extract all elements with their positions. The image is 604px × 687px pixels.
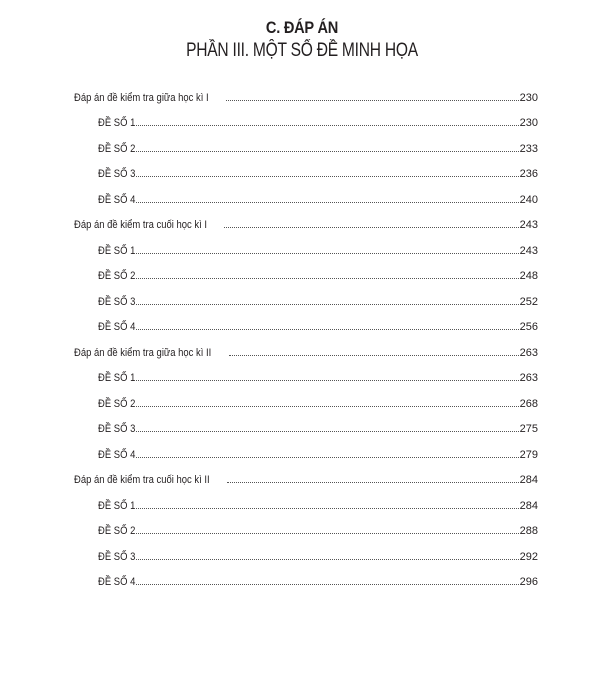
toc-entry-label: ĐỀ SỐ 4	[98, 576, 136, 588]
toc-subentry[interactable]	[74, 435, 538, 461]
dot-leader	[136, 328, 518, 330]
dot-leader	[136, 430, 518, 432]
toc-page-number: 279	[519, 448, 538, 461]
toc-entry-label: ĐỀ SỐ 1	[98, 244, 136, 257]
toc-entry-label: Đáp án đề kiểm tra cuối học kì I	[74, 219, 208, 231]
toc-entry[interactable]	[74, 461, 538, 487]
toc-subentry[interactable]	[74, 180, 538, 206]
toc-subentry[interactable]	[74, 155, 538, 181]
toc-subentry[interactable]	[74, 512, 538, 538]
toc-page-number: 263	[519, 372, 538, 384]
table-of-contents	[74, 78, 538, 588]
toc-page-number: 230	[519, 91, 538, 104]
toc-page-number: 268	[519, 397, 538, 410]
toc-subentry[interactable]	[74, 282, 538, 308]
toc-entry[interactable]	[74, 78, 538, 104]
dot-leader	[136, 558, 518, 560]
toc-page-number: 256	[519, 321, 538, 333]
dot-leader	[229, 354, 519, 356]
toc-entry-label: ĐỀ SỐ 4	[98, 448, 136, 461]
toc-entry[interactable]	[74, 206, 538, 232]
dot-leader	[227, 481, 519, 483]
toc-page-number: 252	[519, 295, 538, 308]
toc-subentry[interactable]	[74, 384, 538, 410]
dot-leader	[136, 124, 518, 126]
toc-page-number: 288	[519, 525, 538, 537]
toc-page-number: 275	[519, 423, 538, 435]
dot-leader	[136, 175, 518, 177]
part-title: PHẦN III. MỘT SỐ ĐỀ MINH HỌA	[186, 40, 418, 61]
toc-subentry[interactable]	[74, 563, 538, 589]
toc-entry-label: ĐỀ SỐ 3	[98, 295, 136, 308]
dot-leader	[226, 99, 519, 101]
toc-entry-label: ĐỀ SỐ 1	[98, 372, 136, 384]
toc-entry-label: ĐỀ SỐ 1	[98, 499, 136, 512]
dot-leader	[136, 583, 518, 585]
section-title: C. ĐÁP ÁN	[265, 18, 339, 37]
toc-subentry[interactable]	[74, 257, 538, 283]
toc-entry-label: ĐỀ SỐ 2	[98, 142, 136, 155]
toc-page-number: 233	[519, 142, 538, 155]
dot-leader	[136, 277, 518, 279]
dot-leader	[136, 201, 518, 203]
toc-page-number: 243	[519, 219, 538, 231]
dot-leader	[136, 303, 518, 305]
toc-subentry[interactable]	[74, 359, 538, 385]
toc-page-number: 243	[519, 244, 538, 257]
toc-page-number: 240	[519, 193, 538, 206]
toc-page-number: 292	[519, 550, 538, 563]
dot-leader	[224, 226, 519, 228]
toc-entry-label: ĐỀ SỐ 2	[98, 270, 136, 282]
toc-subentry[interactable]	[74, 231, 538, 257]
toc-entry-label: ĐỀ SỐ 1	[98, 117, 136, 129]
dot-leader	[136, 379, 518, 381]
toc-page-number: 284	[519, 499, 538, 512]
toc-entry-label: ĐỀ SỐ 3	[98, 550, 136, 563]
toc-subentry[interactable]	[74, 129, 538, 155]
toc-entry-label: Đáp án đề kiểm tra giữa học kì I	[74, 91, 209, 104]
toc-entry-label: ĐỀ SỐ 2	[98, 525, 136, 537]
dot-leader	[136, 507, 518, 509]
toc-entry-label: ĐỀ SỐ 3	[98, 423, 136, 435]
toc-entry-label: ĐỀ SỐ 3	[98, 168, 136, 180]
dot-leader	[136, 405, 518, 407]
toc-page-number: 230	[519, 117, 538, 129]
toc-subentry[interactable]	[74, 104, 538, 130]
toc-page-number: 248	[519, 270, 538, 282]
toc-entry-label: ĐỀ SỐ 4	[98, 193, 136, 206]
toc-page-number: 296	[519, 576, 538, 588]
toc-subentry[interactable]	[74, 486, 538, 512]
toc-subentry[interactable]	[74, 537, 538, 563]
toc-subentry[interactable]	[74, 308, 538, 334]
toc-page-number: 236	[519, 168, 538, 180]
toc-entry[interactable]	[74, 333, 538, 359]
toc-page-number: 263	[519, 346, 538, 359]
toc-entry-label: ĐỀ SỐ 2	[98, 397, 136, 410]
dot-leader	[136, 532, 518, 534]
toc-subentry[interactable]	[74, 410, 538, 436]
dot-leader	[136, 150, 518, 152]
dot-leader	[136, 456, 518, 458]
toc-page-number: 284	[519, 474, 538, 486]
dot-leader	[136, 252, 518, 254]
toc-entry-label: ĐỀ SỐ 4	[98, 321, 136, 333]
toc-entry-label: Đáp án đề kiểm tra giữa học kì II	[74, 346, 212, 359]
toc-entry-label: Đáp án đề kiểm tra cuối học kì II	[74, 474, 210, 486]
